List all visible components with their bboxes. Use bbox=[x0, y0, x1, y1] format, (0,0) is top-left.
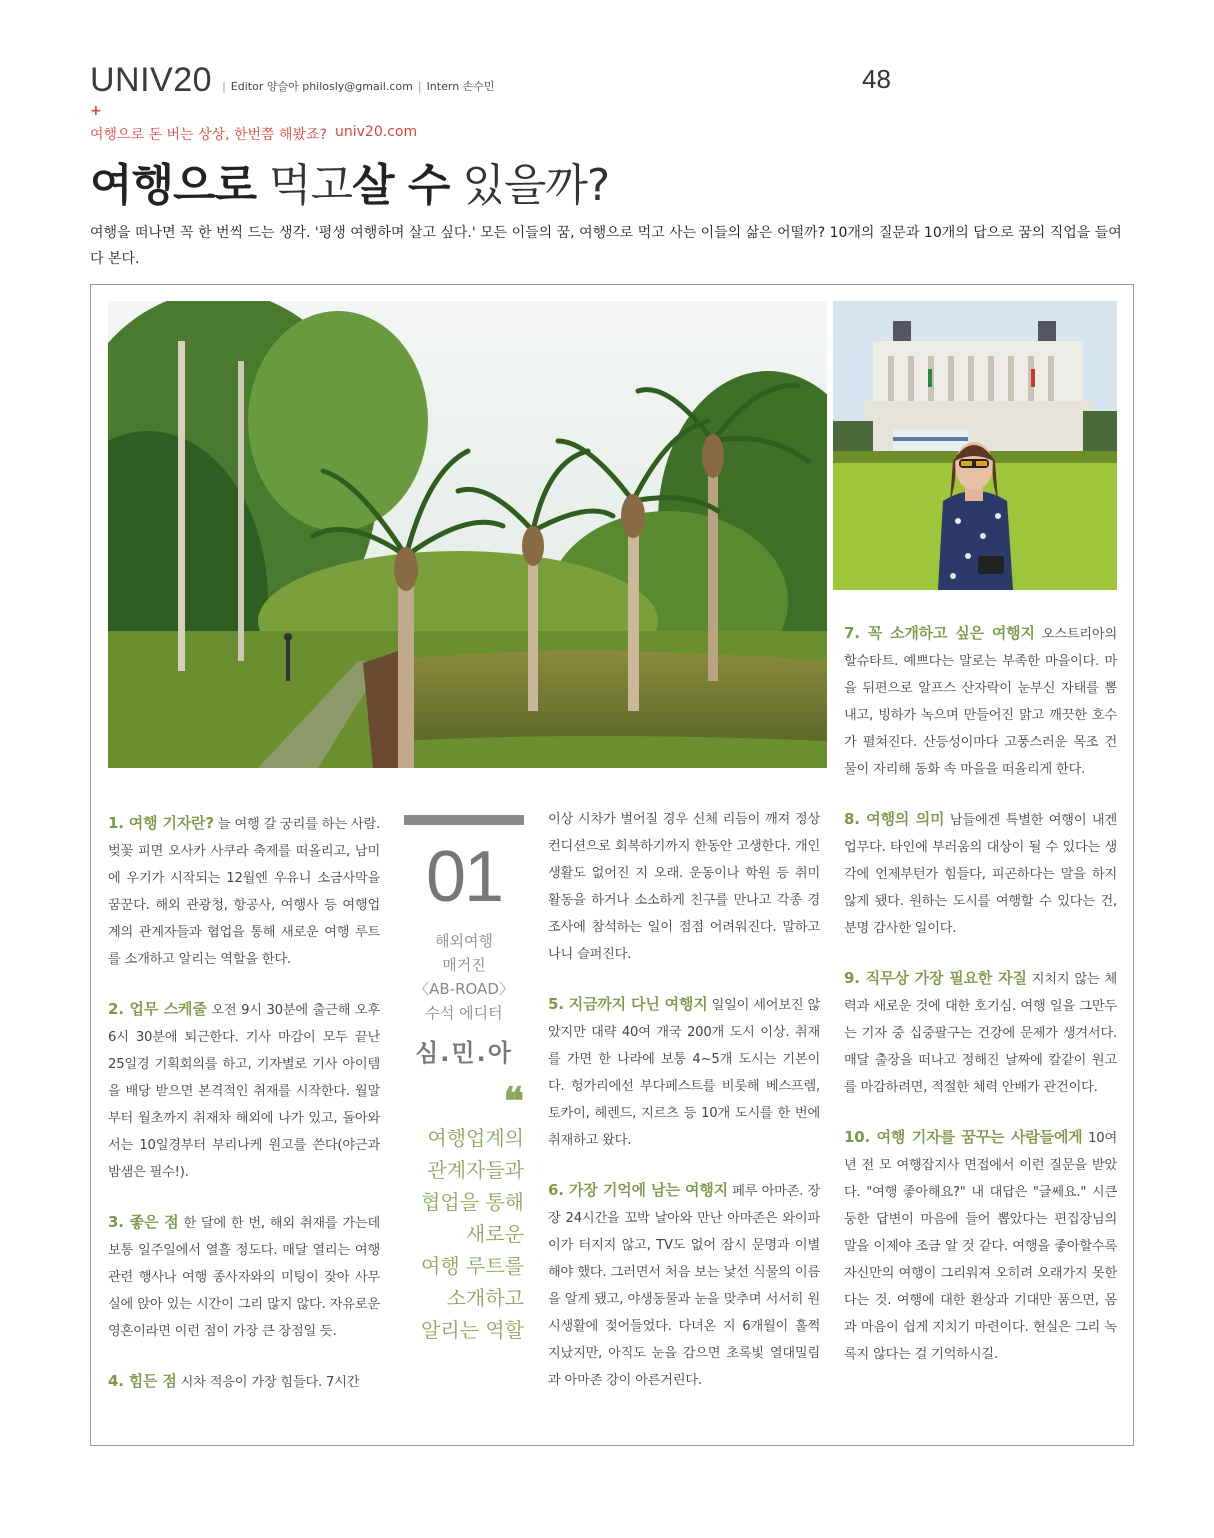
role-line: 매거진 bbox=[442, 956, 486, 974]
column-3 bbox=[844, 620, 1117, 1391]
editor-credit: Editor 양슬아 philosly@gmail.com bbox=[230, 80, 413, 93]
qa-item bbox=[108, 810, 380, 973]
divider: | bbox=[222, 79, 226, 93]
qa-body: 오스트리아의 할슈타트. 예쁘다는 말로는 부족한 마을이다. 마을 뒤편으로 알프스 산자락이 눈부신 자태를 뽐내고, 빙하가 녹으며 만들어진 맑고 깨끗한 호수가 펼쳐진다. 산등성이마다 고풍스러운 목조 건물이 자리해 동화 속 마을을 떠올리게 한다. bbox=[844, 627, 1117, 777]
qa-title: 10. 여행 기자를 꿈꾸는 사람들에게 bbox=[844, 1128, 1083, 1146]
quote-line: 소개하고 bbox=[446, 1286, 524, 1310]
qa-item bbox=[548, 991, 820, 1154]
title-part: 여행으로 bbox=[90, 160, 257, 211]
rome-portrait-photo bbox=[833, 301, 1117, 590]
role-line: 해외여행 bbox=[435, 932, 493, 950]
qa-body: 일일이 세어보진 않았지만 대략 40여 개국 200개 도시 이상. 취재를 가면 한 나라에 보통 4~5개 도시는 기본이다. 헝가리에선 부다페스트를 비롯해 베스프렘, 토카이, 헤렌드, 지르츠 등 10개 도시를 한 번에 취재하고 왔다. bbox=[548, 998, 820, 1148]
jungle-photo bbox=[108, 301, 827, 768]
column-2 bbox=[548, 806, 820, 1417]
interviewee-name: 심.민.아 bbox=[415, 1039, 513, 1067]
intern-credit: Intern 손수민 bbox=[426, 80, 495, 93]
tagline-url[interactable]: univ20.com bbox=[335, 124, 418, 140]
qa-item bbox=[108, 996, 380, 1186]
qa-item bbox=[844, 1124, 1117, 1368]
quote-line: 여행 루트를 bbox=[421, 1254, 524, 1278]
qa-title: 3. 좋은 점 bbox=[108, 1213, 179, 1231]
title-part: 살 수 bbox=[352, 160, 450, 211]
qa-item bbox=[844, 806, 1117, 942]
qa-body: 오전 9시 30분에 출근해 오후 6시 30분에 퇴근한다. 기사 마감이 모두 끝난 25일경 기획회의를 하고, 기자별로 기사 아이템을 배당 받으면 본격적인 취재를 시작한다. 월말부터 월초까지 취재차 해외에 나가 있고, 돌아와서는 10일경부터 부리나케 원고를 쓴다(야근과 밤샘은 필수!). bbox=[108, 1003, 381, 1180]
qa-title: 5. 지금까지 다닌 여행지 bbox=[548, 995, 708, 1013]
role-line: 수석 에디터 bbox=[425, 1004, 503, 1022]
quote-line: 관계자들과 bbox=[427, 1158, 524, 1182]
qa-body: 시차 적응이 가장 힘들다. 7시간 bbox=[180, 1375, 360, 1390]
role-line: 〈AB-ROAD〉 bbox=[414, 980, 514, 998]
interview-number: 01 bbox=[425, 837, 503, 917]
tagline bbox=[90, 124, 417, 144]
credits bbox=[222, 78, 494, 98]
qa-item bbox=[844, 620, 1117, 783]
tagline-text: 여행으로 돈 버는 상상, 한번쯤 해봤죠? bbox=[90, 127, 327, 143]
qa-item bbox=[844, 965, 1117, 1101]
column-1 bbox=[108, 810, 380, 1419]
interviewee-sidebar bbox=[404, 815, 524, 1346]
quote-line: 여행업계의 bbox=[427, 1126, 524, 1150]
plus-mark: + bbox=[90, 103, 102, 119]
brand-logo: UNIV20 bbox=[90, 61, 213, 99]
masthead bbox=[90, 62, 495, 98]
lead-paragraph: 여행을 떠나면 꼭 한 번씩 드는 생각. '평생 여행하며 살고 싶다.' 모든 이들의 꿈, 여행으로 먹고 사는 이들의 삶은 어떨까? 10개의 질문과 10개의 답으로 꿈의 직업을 들여다 본다. bbox=[90, 225, 1122, 267]
qa-title: 4. 힘든 점 bbox=[108, 1372, 177, 1390]
qa-body: 늘 여행 갈 궁리를 하는 사람. 벚꽃 피면 오사카 사쿠라 축제를 떠올리고, 남미에 우기가 시작되는 12월엔 우유니 소금사막을 꿈꾼다. 해외 관광청, 항공사, 여행사 등 여행업계의 관계자들과 협업을 통해 새로운 여행 루트를 소개하고 알리는 역할을 한다. bbox=[108, 817, 380, 967]
qa-body: 10여 년 전 모 여행잡지사 면접에서 이런 질문을 받았다. "여행 좋아해요?" 내 대답은 "글쎄요." 시큰둥한 답변이 마음에 들어 뽑았다는 편집장님의 말을 이제야 조금 알 것 같다. 여행을 좋아할수록 자신만의 여행이 그리워져 오히려 오래가지 못한다는 것. 여행에 대한 환상과 기대만 품으면, 몸과 마음이 쉽게 지치기 마련이다. 현실은 그리 녹록지 않다는 걸 기억하시길. bbox=[844, 1131, 1117, 1362]
qa-item bbox=[108, 1209, 380, 1345]
qa-title: 2. 업무 스케줄 bbox=[108, 1000, 207, 1018]
title-part: 먹고 bbox=[269, 160, 353, 211]
qa-title: 9. 직무상 가장 필요한 자질 bbox=[844, 969, 1027, 987]
sidebar-bar bbox=[404, 815, 524, 825]
quote-line: 새로운 bbox=[466, 1222, 524, 1246]
divider: | bbox=[417, 79, 422, 93]
qa-body: 이상 시차가 벌어질 경우 신체 리듬이 깨져 정상 컨디션으로 회복하기까지 한동안 고생한다. 개인 생활도 없어진 지 오래. 운동이나 학원 등 취미 활동을 하거나 소소하게 친구를 만나고 각종 경조사에 참석하는 일이 점점 어려워진다. 말하고 나니 슬퍼진다. bbox=[548, 812, 820, 962]
qa-title: 8. 여행의 의미 bbox=[844, 810, 945, 828]
page-title bbox=[90, 158, 609, 214]
qa-item bbox=[548, 806, 820, 968]
qa-body: 지치지 않는 체력과 새로운 것에 대한 호기심. 여행 일을 그만두는 기자 중 십중팔구는 건강에 문제가 생겨서다. 매달 출장을 떠나고 정해진 날짜에 칼같이 원고를 마감하려면, 적절한 체력 안배가 관건이다. bbox=[844, 972, 1117, 1095]
quote-icon: ❝ bbox=[503, 1078, 524, 1123]
qa-body: 남들에겐 특별한 여행이 내겐 업무다. 타인에 부러움의 대상이 될 수 있다는 생각에 언제부턴가 힘들다, 피곤하다는 말을 하지 않게 됐다. 원하는 도시를 여행할 수 있다는 건, 분명 감사한 일이다. bbox=[844, 813, 1117, 936]
quote-line: 알리는 역할 bbox=[421, 1318, 524, 1342]
title-part: 있을까? bbox=[462, 160, 610, 211]
qa-body: 한 달에 한 번, 해외 취재를 가는데 보통 일주일에서 열흘 정도다. 매달 열리는 여행 관련 행사나 여행 종사자와의 미팅이 잦아 사무실에 앉아 있는 시간이 그리 많지 않다. 자유로운 영혼이라면 이런 점이 가장 큰 장점일 듯. bbox=[108, 1216, 380, 1339]
interviewee-role bbox=[404, 929, 524, 1025]
quote-line: 협업을 통해 bbox=[421, 1190, 524, 1214]
qa-item bbox=[548, 1177, 820, 1394]
qa-item bbox=[108, 1368, 380, 1396]
qa-title: 1. 여행 기자란? bbox=[108, 814, 214, 832]
page-number: 48 bbox=[862, 64, 891, 94]
qa-body: 페루 아마존. 장장 24시간을 꼬박 날아와 만난 아마존은 와이파이가 터지지 않고, TV도 없어 잠시 문명과 이별해야 했다. 그러면서 처음 보는 낯선 식물의 이름을 알게 됐고, 야생동물과 눈을 맞추며 서서히 원시생활에 젖어들었다. 다녀온 지 6개월이 훌쩍 지났지만, 아직도 눈을 감으면 초록빛 열대밀림과 아마존 강이 아른거린다. bbox=[548, 1184, 820, 1388]
qa-title: 7. 꼭 소개하고 싶은 여행지 bbox=[844, 624, 1035, 642]
pull-quote bbox=[404, 1122, 524, 1346]
qa-title: 6. 가장 기억에 남는 여행지 bbox=[548, 1181, 728, 1199]
